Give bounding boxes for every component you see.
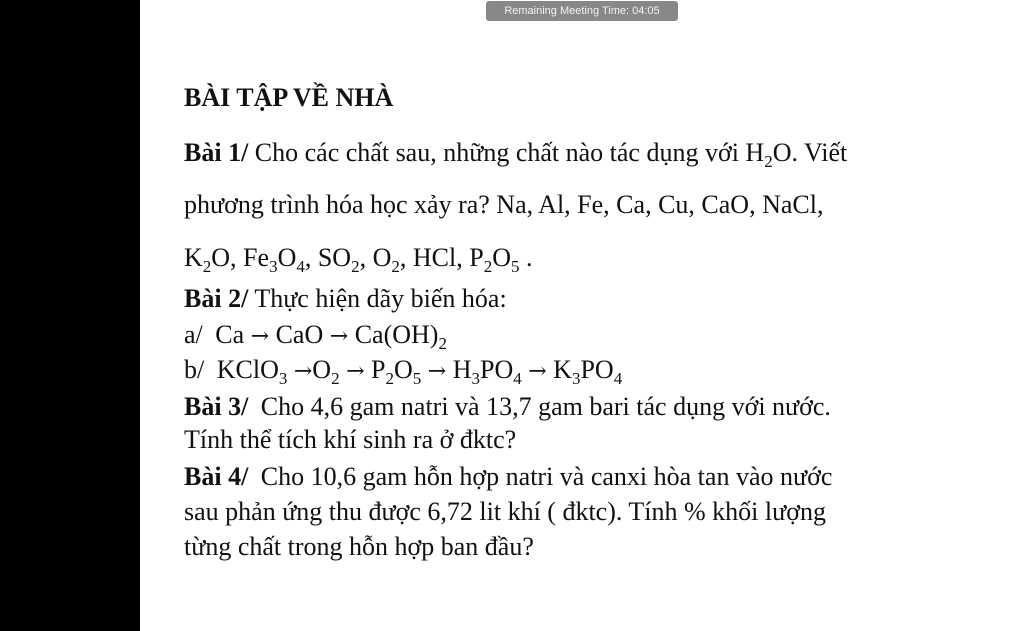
bai2-b-label: b/ (184, 355, 205, 384)
formula-text: K (184, 243, 203, 272)
bai3-line1-text: Cho 4,6 gam natri và 13,7 gam bari tác dụng với nước. (260, 392, 831, 421)
bai4-line2: sau phản ứng thu được 6,72 lit khí ( đktc). Tính % khối lượng (184, 497, 826, 526)
bai1-label: Bài 1/ (184, 138, 249, 167)
formula-text: O (393, 355, 413, 384)
bai1-line1-tail: O. Viết (772, 138, 848, 167)
bai2-line (184, 284, 507, 314)
formula-subscript: 3 (278, 369, 288, 388)
formula-text: , SO (304, 243, 352, 272)
formula-subscript: 2 (351, 257, 360, 276)
formula-text: PO (479, 355, 514, 384)
formula-subscript: 3 (571, 369, 581, 388)
formula-text: O, Fe (211, 243, 270, 272)
remaining-time-value: 04:05 (632, 5, 660, 17)
bai4-line1-text: Cho 10,6 gam hỗn hợp natri và canxi hòa tan vào nước (260, 462, 833, 491)
formula-subscript: 2 (202, 257, 212, 276)
bai2-a-chain (215, 320, 447, 353)
bai2-text: Thực hiện dãy biến hóa: (254, 284, 507, 313)
bai2-b-chain (216, 355, 623, 388)
bai2-b-line (184, 355, 622, 387)
bai1-line3 (184, 243, 533, 276)
formula-subscript: 2 (331, 369, 340, 388)
reaction-arrow-icon: → (329, 324, 349, 349)
formula-subscript: 2 (438, 334, 447, 353)
document-title: BÀI TẬP VỀ NHÀ (184, 83, 394, 112)
bai2-a-label: a/ (184, 320, 203, 349)
formula-text: KClO (216, 355, 279, 384)
formula-subscript: 4 (513, 369, 522, 388)
formula-text: PO (580, 355, 614, 384)
reaction-arrow-icon: → (293, 359, 313, 384)
formula-subscript: 5 (412, 369, 422, 388)
formula-subscript: 4 (296, 257, 305, 276)
formula-text: O (277, 243, 297, 272)
formula-text: O (492, 243, 511, 272)
bai3-line2: Tính thể tích khí sinh ra ở đktc? (184, 425, 517, 454)
formula-text: , HCl, P (399, 243, 484, 272)
formula-text: CaO (269, 320, 330, 349)
formula-subscript: 2 (385, 369, 394, 388)
bai1-line2: phương trình hóa học xảy ra? Na, Al, Fe, Ca, Cu, CaO, NaCl, (184, 190, 824, 219)
shared-document-page (140, 0, 1024, 631)
formula-subscript: 2 (391, 257, 400, 276)
reaction-arrow-icon: → (528, 359, 547, 384)
formula-text: P (364, 355, 386, 384)
bai2-label: Bài 2/ (184, 284, 249, 313)
formula-text: H (446, 355, 472, 384)
reaction-arrow-icon: → (346, 359, 365, 384)
bai4-line3: từng chất trong hỗn hợp ban đầu? (184, 532, 534, 561)
formula-subscript: 3 (269, 257, 278, 276)
bai1-line1 (184, 138, 848, 171)
formula-subscript: 5 (510, 257, 520, 276)
formula-text: , O (359, 243, 392, 272)
formula-text: . (519, 243, 533, 272)
bai4-label: Bài 4/ (184, 462, 249, 491)
reaction-arrow-icon: → (427, 359, 447, 384)
bai1-line1-text: Cho các chất sau, những chất nào tác dụng với H (254, 138, 765, 167)
bai2-a-line (184, 320, 447, 352)
bai4-line1 (184, 462, 832, 492)
reaction-arrow-icon: → (250, 324, 270, 349)
bai3-line1 (184, 392, 831, 422)
remaining-time-label: Remaining Meeting Time: (504, 5, 630, 17)
bai3-label: Bài 3/ (184, 392, 249, 421)
formula-subscript: 3 (471, 369, 480, 388)
formula-subscript: 2 (483, 257, 493, 276)
remaining-meeting-time-badge (486, 1, 678, 21)
formula-text: O (312, 355, 332, 384)
formula-text: Ca(OH) (348, 320, 439, 349)
formula-text: Ca (215, 320, 251, 349)
formula-subscript: 4 (613, 369, 623, 388)
bai1-line1-sub: 2 (764, 152, 773, 171)
formula-text: K (546, 355, 572, 384)
